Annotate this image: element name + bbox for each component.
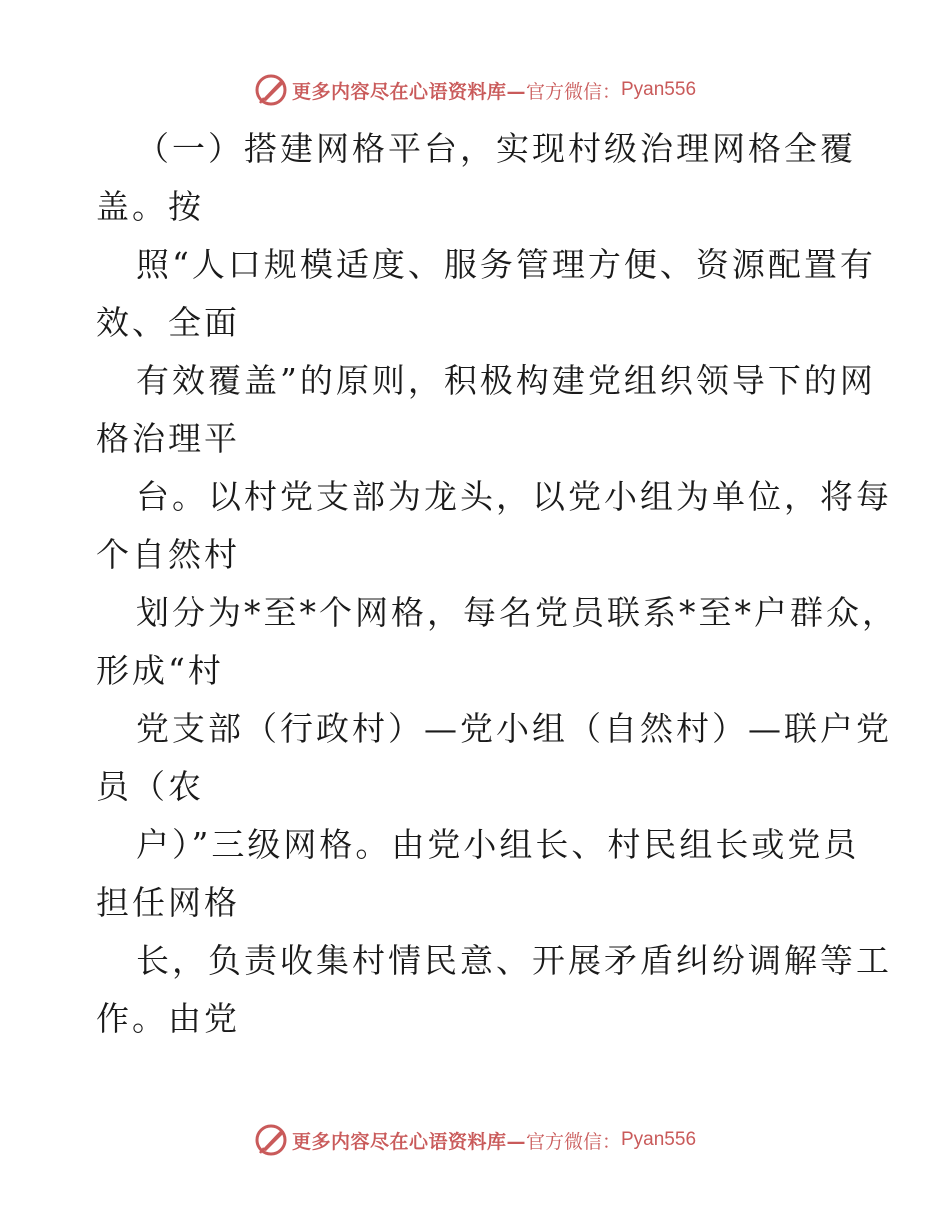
footer-wechat-id: Pyan556 xyxy=(621,1129,697,1150)
text-line: 担任网格 xyxy=(96,883,240,922)
document-body xyxy=(96,120,898,1048)
text-line: 形成“村 xyxy=(96,651,224,690)
footer-wechat-label: 官方微信： xyxy=(525,1130,621,1153)
text-line: 作。由党 xyxy=(96,999,240,1038)
text-line: 格治理平 xyxy=(96,419,240,458)
text-line: 员（农 xyxy=(96,767,204,806)
text-line: 党支部（行政村）—党小组（自然村）—联户党 xyxy=(136,709,892,748)
text-line: （一）搭建网格平台，实现村级治理网格全覆 xyxy=(136,129,856,168)
text-line: 户）”三级网格。由党小组长、村民组长或党员 xyxy=(136,825,860,864)
footer-promo-text: 更多内容尽在心语资料库— xyxy=(291,1130,526,1153)
quill-pen-icon xyxy=(254,1123,288,1157)
text-line: 划分为*至*个网格，每名党员联系*至*户群众， xyxy=(136,593,898,632)
text-line: 盖。按 xyxy=(96,187,204,226)
header-banner xyxy=(0,70,950,110)
text-line: 个自然村 xyxy=(96,535,240,574)
text-line: 有效覆盖”的原则，积极构建党组织领导下的网 xyxy=(136,361,876,400)
header-promo-text: 更多内容尽在心语资料库— xyxy=(291,80,526,103)
text-line: 照“人口规模适度、服务管理方便、资源配置有 xyxy=(136,245,876,284)
footer-banner xyxy=(0,1120,950,1160)
header-wechat-id: Pyan556 xyxy=(621,79,697,100)
text-line: 效、全面 xyxy=(96,303,240,342)
text-line: 台。以村党支部为龙头，以党小组为单位，将每 xyxy=(136,477,892,516)
quill-pen-icon xyxy=(254,73,288,107)
header-wechat-label: 官方微信： xyxy=(525,80,621,103)
text-line: 长，负责收集村情民意、开展矛盾纠纷调解等工 xyxy=(136,941,892,980)
